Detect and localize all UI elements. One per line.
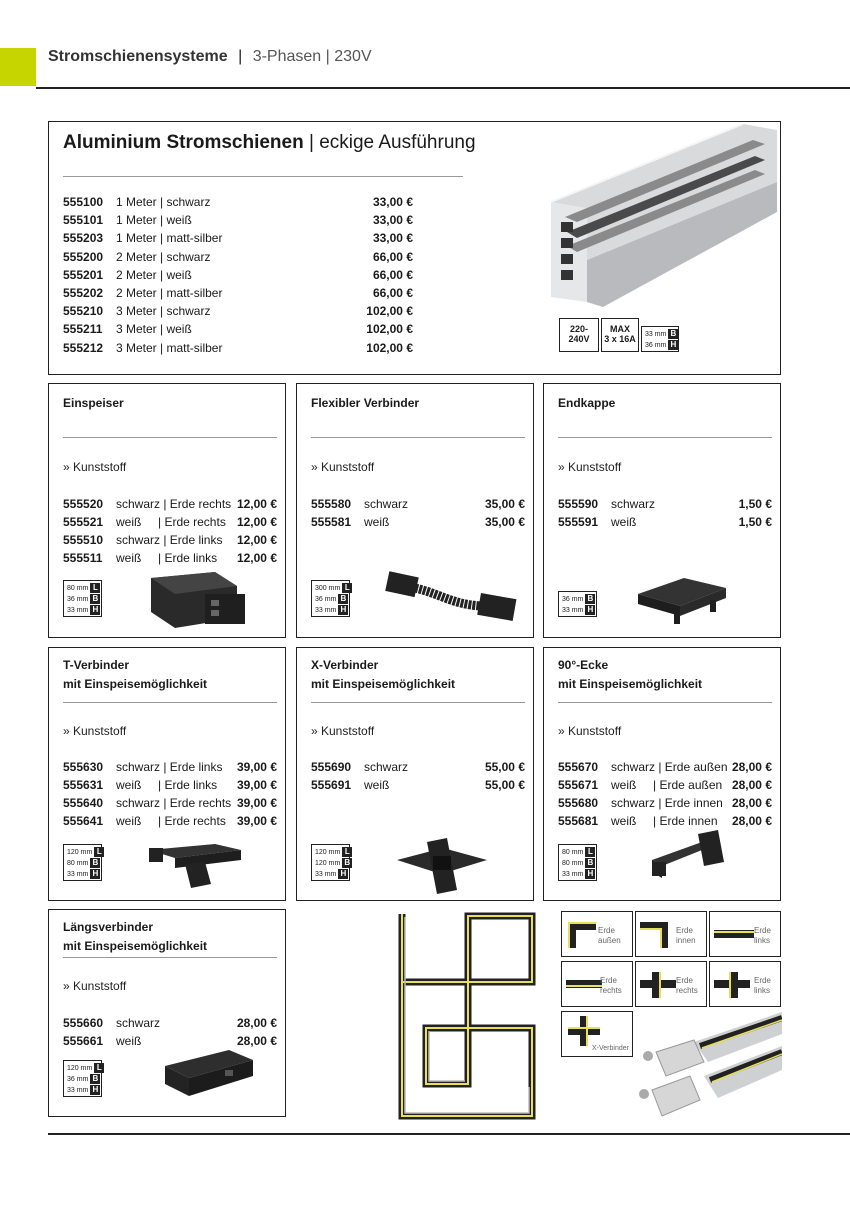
legend-erde-rechts-2 — [635, 961, 707, 1007]
article-number: 555510 — [63, 533, 104, 547]
article-price: 33,00 € — [372, 195, 413, 209]
flexibler-verbinder-box — [296, 383, 534, 638]
article-price: 1,50 € — [738, 515, 772, 529]
ecke-dimensions — [558, 844, 597, 881]
material-label: » Kunststoff — [558, 460, 622, 474]
dim-row: 120 mm L — [67, 1063, 98, 1074]
table-row — [63, 495, 277, 513]
article-price: 102,00 € — [366, 322, 413, 337]
article-number: 555202 — [63, 286, 104, 300]
dim-row: 120 mm B — [315, 858, 346, 869]
article-number: 555631 — [63, 778, 104, 792]
einspeiser-box — [48, 383, 286, 638]
article-price: 102,00 € — [366, 340, 413, 355]
article-description: weiß — [364, 778, 390, 792]
aluminium-rails-title — [63, 132, 476, 154]
endkappe-title: Endkappe — [558, 396, 616, 410]
article-price: 66,00 € — [372, 249, 413, 264]
article-price: 28,00 € — [731, 796, 772, 810]
dim-row: 80 mm B — [67, 858, 98, 869]
article-number: 555640 — [63, 796, 104, 810]
article-number: 555671 — [558, 778, 599, 792]
table-row — [63, 758, 277, 776]
table-row — [63, 229, 413, 247]
table-row — [63, 549, 277, 567]
article-number: 555210 — [63, 304, 104, 319]
article-description: 2 Meter | matt-silber — [116, 286, 223, 300]
legend-erde-links-1 — [709, 911, 781, 957]
title-line-1: T-Verbinder — [63, 658, 130, 672]
title-rule — [63, 957, 277, 958]
article-price: 35,00 € — [484, 497, 525, 511]
laengs-dimensions — [63, 1060, 102, 1097]
article-number: 555691 — [311, 778, 352, 792]
article-price: 28,00 € — [731, 760, 772, 774]
dim-row: 33 mm H — [315, 869, 346, 880]
article-price: 66,00 € — [372, 286, 413, 300]
dim-row: 80 mm L — [67, 583, 98, 594]
article-number: 555590 — [558, 497, 599, 511]
dim-row: 36 mm H — [645, 340, 678, 351]
article-price: 28,00 € — [236, 1034, 277, 1048]
max-label: MAX 3 x 16A — [604, 324, 636, 344]
table-row — [558, 513, 772, 531]
header-separator: | — [238, 48, 243, 65]
article-description: 1 Meter | weiß — [116, 213, 192, 228]
title-line-1: 90°-Ecke — [558, 658, 609, 672]
table-row — [63, 794, 277, 812]
dimension-box — [311, 580, 350, 617]
x-verbinder-illustration — [387, 834, 497, 896]
table-row — [311, 776, 525, 794]
article-price: 55,00 € — [484, 760, 525, 774]
article-price: 12,00 € — [236, 497, 277, 511]
article-price: 12,00 € — [236, 551, 277, 565]
article-description: 3 Meter | matt-silber — [116, 340, 223, 355]
section-color-tab — [0, 48, 36, 86]
dim-row: 33 mm B — [645, 329, 678, 340]
table-row — [63, 1014, 277, 1032]
article-price: 39,00 € — [236, 796, 277, 810]
flexibler-illustration — [381, 570, 527, 634]
voltage-spec — [559, 318, 599, 352]
article-number: 555101 — [63, 213, 104, 228]
article-number: 555100 — [63, 195, 104, 209]
table-row — [63, 302, 413, 320]
article-description: schwarz | Erde rechts — [116, 497, 232, 511]
einspeiser-title: Einspeiser — [63, 396, 124, 410]
article-price: 28,00 € — [731, 814, 772, 828]
article-description: 1 Meter | schwarz — [116, 195, 211, 209]
article-price: 33,00 € — [372, 213, 413, 228]
material-label: » Kunststoff — [63, 460, 127, 474]
article-number: 555690 — [311, 760, 352, 774]
endkappe-dimensions — [558, 591, 597, 617]
table-row — [63, 812, 277, 830]
article-price: 102,00 € — [366, 304, 413, 319]
table-row — [558, 495, 772, 513]
ecke-box — [543, 647, 781, 901]
material-label: » Kunststoff — [63, 724, 127, 738]
dim-row: 33 mm H — [562, 605, 593, 616]
legend-label: Erde außen — [598, 926, 621, 945]
article-number: 555201 — [63, 267, 104, 282]
article-description: weiß — [611, 515, 637, 529]
article-description: schwarz | Erde außen — [611, 760, 728, 774]
article-number: 555630 — [63, 760, 104, 774]
table-row — [63, 193, 413, 211]
dimension-box — [63, 1060, 102, 1097]
title-rule — [558, 702, 772, 703]
article-number: 555520 — [63, 497, 104, 511]
t-verbinder-illustration — [145, 840, 245, 892]
laengsverbinder-box — [48, 909, 286, 1117]
article-description: schwarz — [364, 760, 409, 774]
voltage-label: 220- 240V — [568, 324, 590, 344]
article-price: 28,00 € — [731, 778, 772, 792]
article-number: 555591 — [558, 515, 599, 529]
article-number: 555511 — [63, 551, 103, 565]
article-description: weiß | Erde links — [116, 778, 218, 792]
legend-label: Erde innen — [676, 926, 696, 945]
article-price: 35,00 € — [484, 515, 525, 529]
article-description: schwarz | Erde rechts — [116, 796, 232, 810]
t-verbinder-box — [48, 647, 286, 901]
article-number: 555212 — [63, 340, 104, 355]
article-number: 555680 — [558, 796, 599, 810]
dim-row: 120 mm L — [67, 847, 98, 858]
footer-rule — [48, 1133, 850, 1135]
article-number: 555211 — [63, 322, 103, 337]
main-title-rest: | eckige Ausführung — [303, 132, 476, 153]
legend-label: Erde links — [754, 926, 771, 945]
article-description: schwarz — [364, 497, 409, 511]
dim-row: 33 mm H — [562, 869, 593, 880]
table-row — [63, 284, 413, 302]
legend-erde-aussen — [561, 911, 633, 957]
article-description: weiß | Erde rechts — [116, 515, 226, 529]
article-description: weiß | Erde außen — [611, 778, 723, 792]
table-row — [558, 794, 772, 812]
dim-row: 36 mm B — [562, 594, 593, 605]
x-verbinder-box — [296, 647, 534, 901]
article-number: 555521 — [63, 515, 104, 529]
dim-row: 36 mm B — [67, 594, 98, 605]
title-line-2: mit Einspeisemöglichkeit — [558, 677, 703, 691]
x-verbinder-dimensions — [311, 844, 350, 881]
legend-x-verbinder — [561, 1011, 633, 1057]
legend-label: Erde links — [754, 976, 771, 995]
header-subtitle: 3-Phasen | 230V — [252, 48, 372, 65]
article-description: schwarz | Erde links — [116, 533, 223, 547]
ecke-illustration — [642, 826, 742, 888]
table-row — [63, 320, 413, 338]
max-current-spec — [601, 318, 639, 352]
article-price: 1,50 € — [738, 497, 772, 511]
table-row — [558, 776, 772, 794]
title-rule — [63, 702, 277, 703]
table-row — [63, 339, 413, 357]
t-verbinder-dimensions — [63, 844, 102, 881]
aluminium-rails-box — [48, 121, 781, 375]
dimension-box — [311, 844, 350, 881]
article-price: 39,00 € — [236, 760, 277, 774]
article-number: 555203 — [63, 231, 104, 246]
page-header — [48, 48, 372, 66]
endkappe-illustration — [634, 572, 734, 632]
article-price: 39,00 € — [236, 814, 277, 828]
table-row — [63, 531, 277, 549]
rail-illustration — [543, 122, 779, 317]
title-rule — [311, 437, 525, 438]
article-description: weiß | Erde innen — [611, 814, 718, 828]
legend-erde-rechts-1 — [561, 961, 633, 1007]
x-verbinder-title — [311, 656, 455, 694]
einspeiser-dimensions — [63, 580, 102, 617]
article-description: weiß | Erde rechts — [116, 814, 226, 828]
material-label: » Kunststoff — [311, 724, 375, 738]
article-number: 555681 — [558, 814, 599, 828]
article-number: 555641 — [63, 814, 104, 828]
dim-row: 300 mm L — [315, 583, 346, 594]
article-price: 12,00 € — [236, 533, 277, 547]
header-section: Stromschienensysteme — [48, 48, 228, 65]
article-description: schwarz — [611, 497, 656, 511]
article-price: 55,00 € — [484, 778, 525, 792]
title-rule — [63, 176, 463, 177]
dimension-box — [63, 580, 102, 617]
dim-row: 36 mm B — [67, 1074, 98, 1085]
table-row — [63, 776, 277, 794]
title-rule — [558, 437, 772, 438]
dim-row: 36 mm B — [315, 594, 346, 605]
article-price: 39,00 € — [236, 778, 277, 792]
legend-label: X-Verbinder — [592, 1045, 629, 1052]
table-row — [63, 266, 413, 284]
article-description: schwarz | Erde links — [116, 760, 223, 774]
article-price: 33,00 € — [372, 231, 413, 246]
article-number: 555581 — [311, 515, 352, 529]
material-label: » Kunststoff — [63, 979, 127, 993]
article-description: weiß — [364, 515, 390, 529]
laengs-illustration — [159, 1046, 259, 1108]
rail-dimension-box — [641, 326, 679, 352]
title-rule — [63, 437, 277, 438]
table-row — [63, 211, 413, 229]
dimension-box — [558, 591, 597, 617]
legend-label: Erde rechts — [676, 976, 698, 995]
article-number: 555670 — [558, 760, 599, 774]
header-rule — [36, 87, 850, 89]
flexibler-dimensions — [311, 580, 350, 617]
dim-row: 80 mm B — [562, 858, 593, 869]
article-number: 555580 — [311, 497, 352, 511]
title-line-2: mit Einspeisemöglichkeit — [63, 939, 208, 953]
table-row — [311, 758, 525, 776]
article-description: schwarz | Erde innen — [611, 796, 723, 810]
dimension-box — [63, 844, 102, 881]
table-row — [558, 758, 772, 776]
dim-row: 80 mm L — [562, 847, 593, 858]
dim-row: 33 mm H — [67, 1085, 98, 1096]
article-description: 2 Meter | weiß — [116, 267, 192, 282]
main-title-bold: Aluminium Stromschienen — [63, 132, 304, 153]
article-description: 1 Meter | matt-silber — [116, 231, 223, 246]
dim-row: 33 mm H — [67, 869, 98, 880]
dimension-box — [558, 844, 597, 881]
article-number: 555661 — [63, 1034, 104, 1048]
flexibler-title: Flexibler Verbinder — [311, 396, 420, 410]
article-price: 28,00 € — [236, 1016, 277, 1030]
article-description: weiß — [116, 1034, 142, 1048]
table-row — [311, 495, 525, 513]
ecke-title — [558, 656, 702, 694]
article-description: schwarz — [116, 1016, 161, 1030]
legend-erde-links-2 — [709, 961, 781, 1007]
table-row — [63, 513, 277, 531]
title-line-2: mit Einspeisemöglichkeit — [63, 677, 208, 691]
dim-row: 33 mm H — [67, 605, 98, 616]
t-verbinder-title — [63, 656, 207, 694]
endkappe-box — [543, 383, 781, 638]
title-rule — [311, 702, 525, 703]
article-description: weiß | Erde links — [116, 551, 218, 565]
einspeiser-illustration — [145, 568, 255, 634]
article-description: 2 Meter | schwarz — [116, 249, 211, 264]
article-number: 555660 — [63, 1016, 104, 1030]
legend-label: Erde rechts — [600, 976, 622, 995]
rail-end-photo — [634, 1012, 782, 1122]
laengs-title — [63, 918, 207, 956]
dim-row: 120 mm L — [315, 847, 346, 858]
article-price: 12,00 € — [236, 515, 277, 529]
title-line-1: X-Verbinder — [311, 658, 379, 672]
table-row — [311, 513, 525, 531]
article-description: 3 Meter | weiß — [116, 322, 192, 337]
article-price: 66,00 € — [372, 267, 413, 282]
title-line-1: Längsverbinder — [63, 920, 154, 934]
material-label: » Kunststoff — [558, 724, 622, 738]
material-label: » Kunststoff — [311, 460, 375, 474]
table-row — [63, 248, 413, 266]
track-layout-diagram — [396, 912, 542, 1120]
article-number: 555200 — [63, 249, 104, 264]
article-description: 3 Meter | schwarz — [116, 304, 211, 319]
dim-row: 33 mm H — [315, 605, 346, 616]
title-line-2: mit Einspeisemöglichkeit — [311, 677, 456, 691]
legend-erde-innen — [635, 911, 707, 957]
